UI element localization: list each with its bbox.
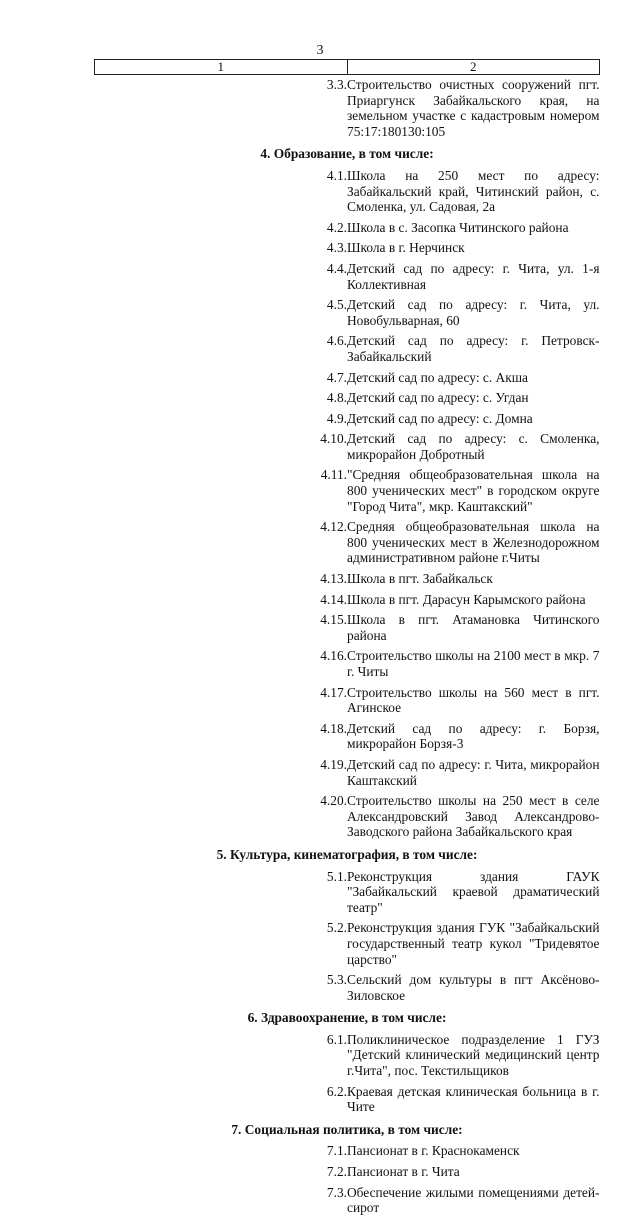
item-number: 4.8. (326, 390, 347, 406)
table-row (95, 429, 600, 465)
item-text: Детский сад по адресу: г. Борзя, микрорайон Борзя-3 (347, 720, 600, 752)
item-number: 4.5. (326, 297, 347, 313)
section-heading-row (95, 843, 600, 867)
column-header-1: 1 (95, 60, 348, 75)
table-row (95, 867, 600, 919)
table-row (95, 683, 600, 719)
item-text: Школа в пгт. Атамановка Читинского района (347, 612, 600, 643)
item-number: 4.10. (320, 431, 347, 447)
item-text: Реконструкция здания ГАУК "Забайкальский краевой драматический театр" (347, 868, 600, 915)
objects-table (94, 59, 600, 1219)
item-number: 5.1. (326, 868, 347, 884)
table-row (95, 918, 600, 970)
table-row (95, 610, 600, 646)
table-row (95, 75, 600, 143)
item-number: 4.16. (320, 648, 347, 664)
item-number: 4.4. (326, 260, 347, 276)
item-number: 4.14. (320, 591, 347, 607)
item-text: Школа на 250 мест по адресу: Забайкальский край, Читинский район, с. Смоленка, ул. Садовая, 2а (347, 167, 600, 215)
item-number: 4.7. (326, 369, 347, 385)
table-row (95, 517, 600, 569)
item-number: 4.18. (320, 720, 347, 736)
item-text: Детский сад по адресу: г. Чита, ул. Новобульварная, 60 (347, 297, 600, 328)
item-number: 4.20. (320, 793, 347, 809)
item-text: Поликлиническое подразделение 1 ГУЗ "Детский клинический медицинский центр г.Чита", пос. Текстильщиков (347, 1031, 600, 1079)
item-number: 7.2. (326, 1164, 347, 1180)
table-row (95, 590, 600, 611)
item-text: Строительство школы на 2100 мест в мкр. 7 г. Читы (347, 648, 600, 679)
item-number: 6.2. (326, 1083, 347, 1099)
section-heading: 5. Культура, кинематография, в том числе: (216, 846, 478, 862)
item-text: Детский сад по адресу: с. Смоленка, микрорайон Добротный (347, 431, 600, 462)
table-row (95, 755, 600, 791)
item-text: Детский сад по адресу: г. Чита, ул. 1-я Коллективная (347, 260, 600, 292)
item-text: "Средняя общеобразовательная школа на 800 ученических мест" в городском округе "Город Чита", мкр. Каштакский" (347, 467, 600, 514)
item-text: Средняя общеобразовательная школа на 800 ученических мест в Железнодорожном административном районе г.Читы (347, 519, 600, 566)
table-row (95, 1082, 600, 1118)
item-text: Строительство очистных сооружений пгт. Приаргунск Забайкальского края, на земельном участке с кадастровым номером 75:17:180130:105 (347, 77, 600, 139)
item-text: Строительство школы на 250 мест в селе Александровский Завод Александрово-Заводского района Забайкальского края (347, 793, 600, 840)
table-row (95, 388, 600, 409)
item-text: Школа в г. Нерчинск (347, 240, 465, 256)
table-row (95, 368, 600, 389)
table-row (95, 218, 600, 239)
table-row (95, 1183, 600, 1219)
item-text: Краевая детская клиническая больница в г. Чите (347, 1083, 600, 1115)
section-heading: 4. Образование, в том числе: (260, 146, 434, 162)
item-text: Детский сад по адресу: с. Домна (347, 410, 533, 426)
objects-table-body (95, 60, 600, 1219)
item-number: 4.6. (326, 333, 347, 349)
section-heading-row (95, 1006, 600, 1030)
table-row (95, 569, 600, 590)
item-number: 6.1. (326, 1031, 347, 1047)
item-number: 5.3. (326, 972, 347, 988)
column-header-2: 2 (347, 60, 600, 75)
item-text: Реконструкция здания ГУК "Забайкальский государственный театр кукол "Тридевятое царство" (347, 920, 600, 967)
item-number: 4.1. (326, 167, 347, 183)
item-number: 4.19. (320, 756, 347, 772)
table-row (95, 331, 600, 367)
item-text: Пансионат в г. Чита (347, 1164, 460, 1180)
table-row (95, 970, 600, 1006)
table-row (95, 791, 600, 843)
item-number: 4.15. (320, 612, 347, 628)
section-heading-row (95, 1118, 600, 1142)
item-text: Сельский дом культуры в пгт Аксёново-Зиловское (347, 972, 600, 1003)
item-number: 4.11. (320, 467, 347, 483)
table-row (95, 465, 600, 517)
table-row (95, 166, 600, 218)
item-text: Строительство школы на 560 мест в пгт. Агинское (347, 684, 600, 716)
item-text: Детский сад по адресу: г. Петровск-Забайкальский (347, 333, 600, 364)
item-number: 3.3. (326, 77, 347, 92)
item-text: Детский сад по адресу: с. Угдан (347, 390, 529, 406)
table-row (95, 646, 600, 682)
section-heading: 6. Здравоохранение, в том числе: (247, 1010, 447, 1026)
item-number: 4.12. (320, 519, 347, 535)
item-number: 4.3. (326, 240, 347, 256)
table-row (95, 1030, 600, 1082)
page-number: 3 (316, 43, 324, 58)
table-row (95, 295, 600, 331)
item-number: 4.2. (326, 219, 347, 235)
section-heading-row (95, 142, 600, 166)
item-text: Детский сад по адресу: г. Чита, микрорайон Каштакский (347, 756, 600, 788)
table-row (95, 259, 600, 295)
item-number: 5.2. (326, 920, 347, 936)
item-text: Школа в с. Засопка Читинского района (347, 219, 569, 235)
item-text: Школа в пгт. Забайкальск (347, 571, 493, 587)
table-row (95, 1162, 600, 1183)
item-number: 7.1. (326, 1143, 347, 1159)
item-text: Школа в пгт. Дарасун Карымского района (347, 591, 586, 607)
item-number: 4.13. (320, 571, 347, 587)
table-row (95, 409, 600, 430)
item-text: Пансионат в г. Краснокаменск (347, 1143, 520, 1159)
section-heading: 7. Социальная политика, в том числе: (231, 1121, 463, 1137)
item-number: 4.17. (320, 684, 347, 700)
item-text: Детский сад по адресу: с. Акша (347, 369, 528, 385)
item-number: 7.3. (326, 1184, 347, 1200)
table-header-row (95, 60, 600, 75)
table-row (95, 1141, 600, 1162)
item-number: 4.9. (326, 410, 347, 426)
item-text: Обеспечение жилыми помещениями детей-сирот (347, 1184, 600, 1216)
table-row (95, 719, 600, 755)
table-row (95, 238, 600, 259)
